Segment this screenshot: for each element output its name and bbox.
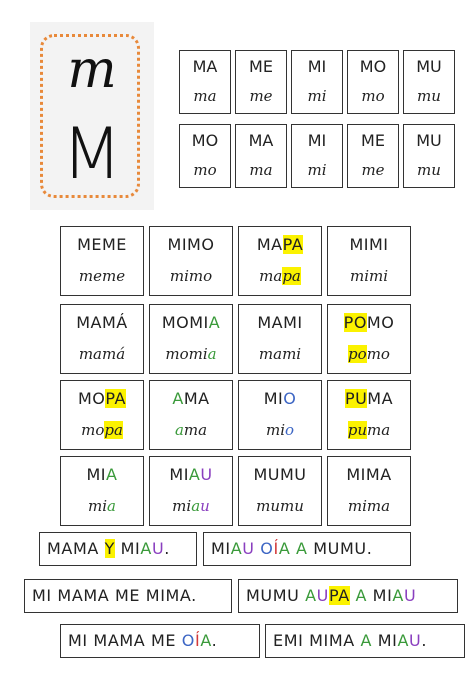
text-segment: U	[200, 465, 213, 484]
text-segment: A	[305, 586, 317, 605]
text-segment: PA	[105, 389, 126, 408]
text-segment: PU	[344, 389, 368, 408]
text-segment: MI	[263, 389, 284, 408]
syllable-print: MA	[192, 57, 218, 76]
syllable-print: MO	[359, 57, 387, 76]
text-segment: pu	[347, 421, 368, 439]
word-card	[238, 380, 322, 450]
word-script	[328, 345, 410, 363]
text-segment: MIMI	[349, 235, 389, 254]
text-segment: ma	[183, 421, 208, 439]
text-segment: Í	[273, 539, 279, 558]
text-segment: mimo	[169, 267, 213, 285]
syllable-script: mo	[193, 161, 217, 179]
word-print	[239, 235, 321, 254]
word-script	[61, 497, 143, 515]
word-card	[327, 456, 411, 526]
text-segment: MAMI	[257, 313, 303, 332]
syllable-card	[403, 50, 455, 114]
syllable-print: MU	[416, 131, 442, 150]
word-print	[328, 389, 410, 408]
text-segment: ma	[367, 421, 391, 439]
text-segment: MUMU	[246, 586, 306, 605]
syllable-card	[291, 124, 343, 188]
text-segment: PA	[282, 235, 304, 254]
syllable-print: ME	[361, 131, 385, 150]
syllable-print: MU	[416, 57, 442, 76]
word-print	[150, 389, 232, 408]
text-segment: a	[107, 497, 116, 515]
word-script	[239, 421, 321, 439]
word-print	[239, 465, 321, 484]
text-segment: .	[164, 539, 170, 558]
text-segment: o	[285, 421, 295, 439]
text-segment: A	[230, 539, 243, 558]
word-print	[150, 235, 232, 254]
text-segment: O	[260, 539, 274, 558]
word-print	[239, 313, 321, 332]
syllable-print: MI	[307, 131, 327, 150]
text-segment: A	[278, 539, 291, 558]
text-segment: MO	[366, 313, 395, 332]
word-card	[60, 304, 144, 374]
word-card	[149, 456, 233, 526]
text-segment: a	[207, 345, 217, 363]
text-segment: A	[140, 539, 152, 558]
word-card	[60, 380, 144, 450]
text-segment: MA	[256, 235, 283, 254]
text-segment: mi	[265, 421, 285, 439]
syllable-script: me	[249, 87, 273, 105]
text-segment: mi	[88, 497, 108, 515]
text-segment: A	[397, 631, 409, 650]
word-card	[327, 304, 411, 374]
letter-print: M	[61, 113, 123, 195]
text-segment: mo	[81, 421, 105, 439]
word-print	[61, 313, 143, 332]
text-segment: O	[181, 631, 195, 650]
word-script	[150, 345, 232, 363]
text-segment: u	[200, 497, 210, 515]
text-segment: U	[151, 539, 165, 558]
word-script	[239, 267, 321, 285]
text-segment: MUMU	[253, 465, 307, 484]
text-segment: U	[409, 631, 422, 650]
text-segment: O	[283, 389, 297, 408]
text-segment: U	[242, 539, 255, 558]
text-segment: MA	[183, 389, 210, 408]
text-segment: a	[191, 497, 201, 515]
text-segment: mima	[347, 497, 391, 515]
syllable-card	[235, 50, 287, 114]
text-segment: A	[360, 631, 373, 650]
syllable-script: ma	[193, 87, 217, 105]
word-print	[239, 389, 321, 408]
sentence-strip	[265, 624, 465, 658]
syllable-print: MI	[307, 57, 327, 76]
text-segment: a	[174, 421, 184, 439]
syllable-script: mo	[361, 87, 385, 105]
word-script	[61, 421, 143, 439]
syllable-print: MA	[248, 131, 274, 150]
syllable-script: mu	[417, 87, 441, 105]
syllable-card	[347, 124, 399, 188]
syllable-script: mi	[307, 161, 327, 179]
text-segment: MOMI	[161, 313, 209, 332]
letter-script: m	[67, 40, 117, 100]
word-script	[239, 497, 321, 515]
text-segment: A	[106, 465, 118, 484]
syllable-card	[179, 124, 231, 188]
syllable-script: mi	[307, 87, 327, 105]
text-segment: A	[296, 539, 308, 558]
text-segment: MIMA	[346, 465, 392, 484]
text-segment: MI	[114, 539, 141, 558]
syllable-print: MO	[191, 131, 219, 150]
word-print	[61, 235, 143, 254]
text-segment: MA	[367, 389, 394, 408]
text-segment: A	[172, 389, 184, 408]
sentence-strip	[60, 624, 260, 658]
word-card	[60, 226, 144, 296]
text-segment: PA	[328, 586, 350, 605]
syllable-card	[291, 50, 343, 114]
syllable-card	[403, 124, 455, 188]
syllable-print: ME	[249, 57, 273, 76]
word-script	[150, 267, 232, 285]
word-script	[61, 345, 143, 363]
text-segment: MI	[211, 539, 231, 558]
text-segment: MI	[86, 465, 107, 484]
text-segment: U	[403, 586, 417, 605]
text-segment: mami	[258, 345, 302, 363]
text-segment: pa	[282, 267, 301, 285]
text-segment: ma	[259, 267, 283, 285]
text-segment: A	[200, 631, 212, 650]
text-segment: MI MAMA ME MIMA.	[32, 586, 197, 605]
text-segment: A	[208, 313, 221, 332]
text-segment: .	[211, 631, 218, 650]
word-card	[238, 456, 322, 526]
text-segment: MI	[372, 631, 398, 650]
syllable-card	[235, 124, 287, 188]
word-print	[328, 465, 410, 484]
text-segment: A	[355, 586, 367, 605]
sentence-strip	[238, 579, 458, 613]
text-segment: meme	[78, 267, 126, 285]
word-card	[149, 304, 233, 374]
text-segment: Í	[195, 631, 201, 650]
word-script	[239, 345, 321, 363]
text-segment: MI MAMA ME	[68, 631, 182, 650]
word-card	[238, 304, 322, 374]
text-segment: PO	[343, 313, 367, 332]
syllable-script: ma	[249, 161, 273, 179]
text-segment: A	[392, 586, 404, 605]
text-segment: MEME	[77, 235, 127, 254]
word-print	[61, 389, 143, 408]
word-card	[327, 380, 411, 450]
text-segment: U	[316, 586, 329, 605]
syllable-card	[347, 50, 399, 114]
syllable-card	[179, 50, 231, 114]
sentence-strip	[203, 532, 411, 566]
word-print	[328, 235, 410, 254]
word-script	[328, 497, 410, 515]
word-script	[61, 267, 143, 285]
text-segment: A	[188, 465, 201, 484]
text-segment: mi	[172, 497, 192, 515]
word-print	[150, 465, 232, 484]
text-segment: MO	[78, 389, 106, 408]
syllable-script: mu	[417, 161, 441, 179]
text-segment: MAMA	[47, 539, 105, 558]
word-card	[238, 226, 322, 296]
sentence-strip	[39, 532, 197, 566]
text-segment: po	[348, 345, 367, 363]
text-segment: MI	[367, 586, 393, 605]
text-segment: mumu	[256, 497, 304, 515]
word-card	[60, 456, 144, 526]
word-print	[328, 313, 410, 332]
text-segment: mimi	[349, 267, 389, 285]
word-script	[328, 267, 410, 285]
syllable-script: me	[361, 161, 385, 179]
text-segment: MIMO	[167, 235, 215, 254]
text-segment: momi	[165, 345, 208, 363]
text-segment: MAMÁ	[76, 313, 128, 332]
text-segment: EMI MIMA	[273, 631, 361, 650]
text-segment: mamá	[78, 345, 126, 363]
word-card	[149, 226, 233, 296]
text-segment: MI	[169, 465, 189, 484]
word-script	[150, 497, 232, 515]
letter-card	[30, 22, 154, 210]
word-script	[150, 421, 232, 439]
word-card	[149, 380, 233, 450]
text-segment: Y	[104, 539, 115, 558]
text-segment: .	[421, 631, 427, 650]
sentence-strip	[24, 579, 232, 613]
text-segment: mo	[366, 345, 390, 363]
word-print	[61, 465, 143, 484]
word-card	[327, 226, 411, 296]
text-segment: MUMU.	[307, 539, 373, 558]
text-segment: pa	[104, 421, 123, 439]
word-print	[150, 313, 232, 332]
word-script	[328, 421, 410, 439]
